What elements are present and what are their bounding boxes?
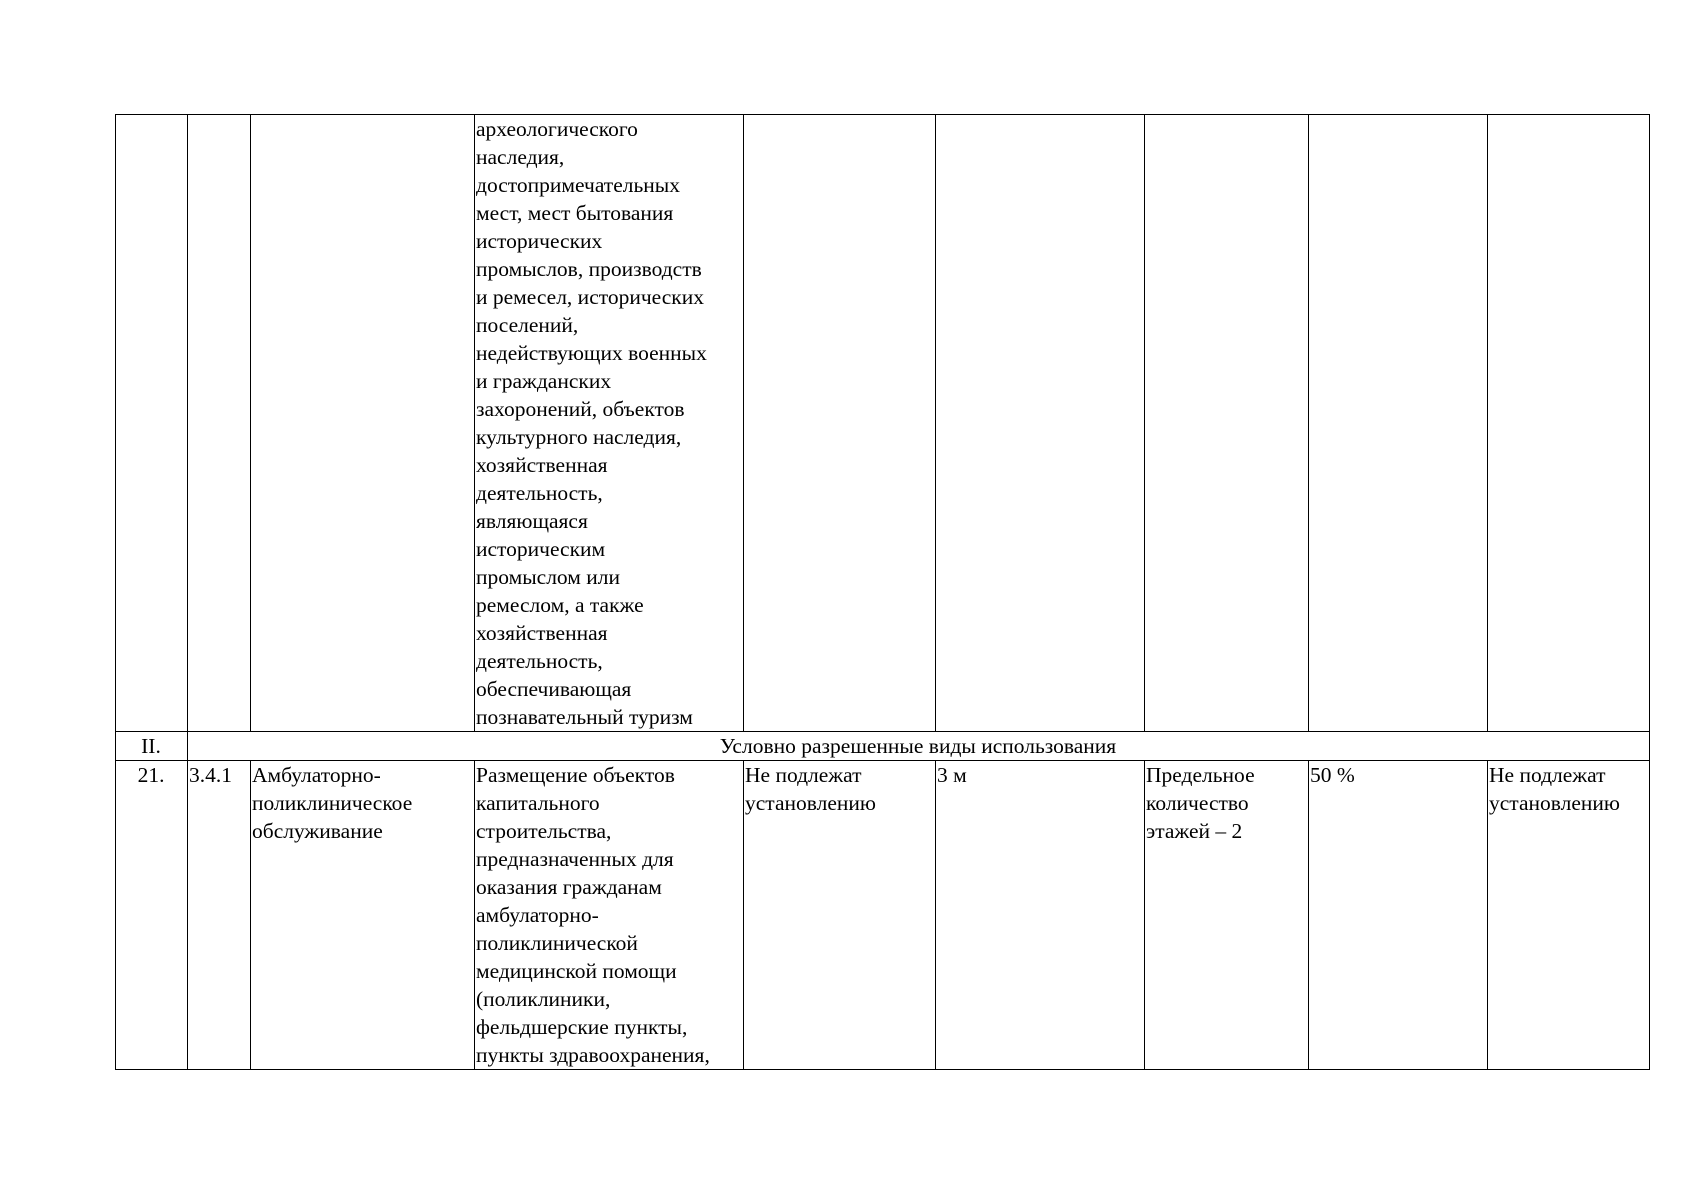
land-use-table: [115, 114, 1650, 1070]
section-title: Условно разрешенные виды использования: [188, 732, 1650, 761]
row-max-coverage: 50 %: [1309, 761, 1488, 1070]
other-params-cell: [1488, 115, 1650, 732]
row-other-params: Не подлежат установлению: [1488, 761, 1650, 1070]
name-cell: [251, 115, 475, 732]
row-min-plot-size: Не подлежат установлению: [744, 761, 936, 1070]
row-number: 21.: [116, 761, 188, 1070]
min-plot-size-cell: [744, 115, 936, 732]
max-floors-cell: [1145, 115, 1309, 732]
row-max-floors: Предельное количество этажей – 2: [1145, 761, 1309, 1070]
table-row: [116, 761, 1650, 1070]
row-use-name: Амбулаторно- поликлиническое обслуживание: [251, 761, 475, 1070]
min-setback-cell: [936, 115, 1145, 732]
section-row: [116, 732, 1650, 761]
description-cell: археологического наследия, достопримечательных мест, мест бытования исторических промыслов, производств и ремесел, исторических поселений, недействующих военных и гражданских захоронений, объектов культурного наследия, хозяйственная деятельность, являющаяся историческим промыслом или ремеслом, а также хозяйственная деятельность, обеспечивающая познавательный туризм: [475, 115, 744, 732]
row-description: Размещение объектов капитального строительства, предназначенных для оказания гражданам амбулаторно- поликлинической медицинской помощи (поликлиники, фельдшерские пункты, пункты здравоохранения,: [475, 761, 744, 1070]
number-cell: [116, 115, 188, 732]
row-min-setback: 3 м: [936, 761, 1145, 1070]
table-row: [116, 115, 1650, 732]
code-cell: [188, 115, 251, 732]
section-number: II.: [116, 732, 188, 761]
max-coverage-cell: [1309, 115, 1488, 732]
row-code: 3.4.1: [188, 761, 251, 1070]
